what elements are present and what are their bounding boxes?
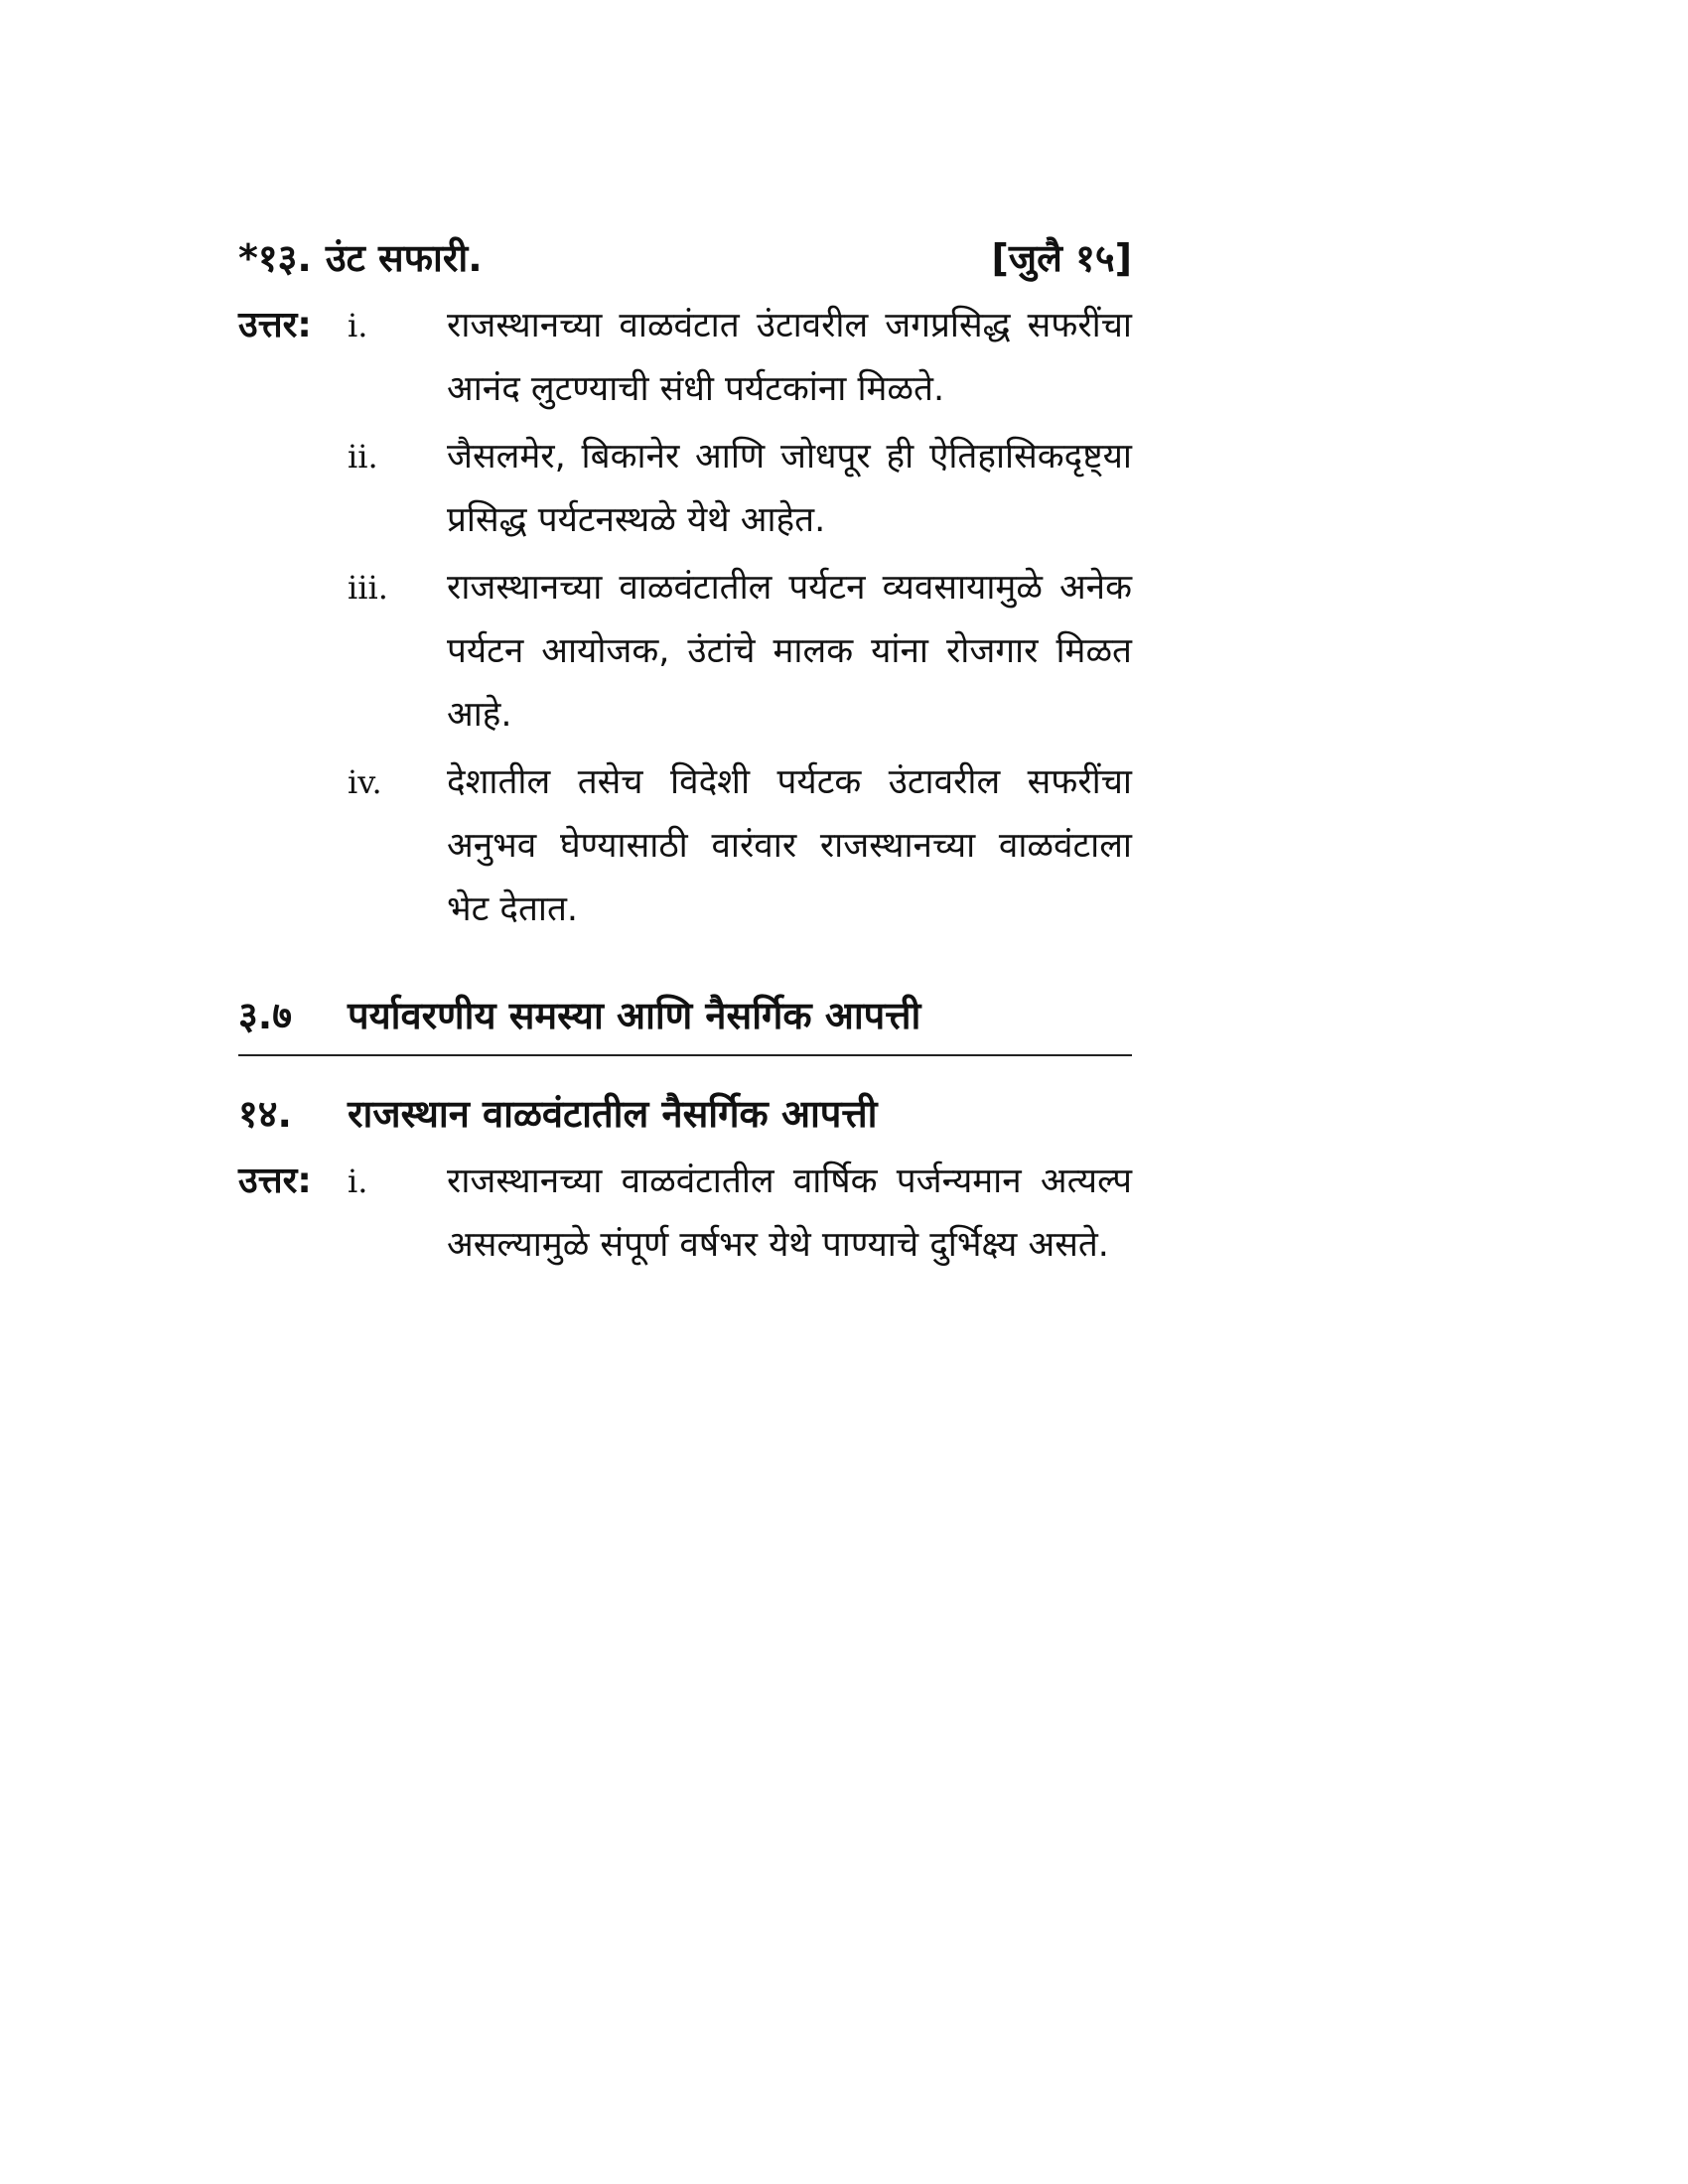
point-numeral: ii. [348, 438, 378, 476]
question-14-answer [238, 1150, 1132, 1281]
answer-label: उत्तर: [238, 305, 312, 345]
section-number: ३.७ [238, 994, 292, 1037]
answer-point: जैसलमेर, बिकानेर आणि जोधपूर ही ऐतिहासिकदृष्ट्या प्रसिद्ध पर्यटनस्थळे येथे आहेत. [447, 437, 1132, 540]
question-14-number: १४. [238, 1092, 292, 1136]
question-14-title: राजस्थान वाळवंटातील नैसर्गिक आपत्ती [348, 1092, 878, 1136]
answer-label: उत्तर: [238, 1160, 312, 1201]
section-title: पर्यावरणीय समस्या आणि नैसर्गिक आपत्ती [348, 994, 921, 1037]
document-page [238, 228, 1132, 1281]
answer-point: राजस्थानच्या वाळवंटातील वार्षिक पर्जन्यमान अत्यल्प असल्यामुळे संपूर्ण वर्षभर येथे पाण्याचे दुर्भिक्ष्य असते. [447, 1161, 1132, 1265]
point-numeral: i. [348, 307, 368, 344]
point-numeral: iii. [348, 569, 388, 607]
question-14-heading [238, 1084, 1132, 1144]
question-13-answer [238, 294, 1132, 945]
answer-point: देशातील तसेच विदेशी पर्यटक उंटावरील सफरींचा अनुभव घेण्यासाठी वारंवार राजस्थानच्या वाळवंटाला भेट देतात. [447, 762, 1132, 929]
question-13-heading [238, 228, 1132, 288]
point-numeral: i. [348, 1162, 368, 1200]
answer-point: राजस्थानच्या वाळवंटात उंटावरील जगप्रसिद्ध सफरींचा आनंद लुटण्याची संधी पर्यटकांना मिळते. [447, 306, 1132, 409]
question-13-number: *१३. [238, 236, 312, 280]
point-numeral: iv. [348, 763, 382, 801]
section-heading [238, 985, 1132, 1056]
question-13-title: उंट सफारी. [325, 236, 483, 280]
question-13-exam-ref: [जुलै १५] [991, 236, 1132, 280]
answer-point: राजस्थानच्या वाळवंटातील पर्यटन व्यवसायामुळे अनेक पर्यटन आयोजक, उंटांचे मालक यांना रोजगार मिळत आहे. [447, 568, 1132, 735]
